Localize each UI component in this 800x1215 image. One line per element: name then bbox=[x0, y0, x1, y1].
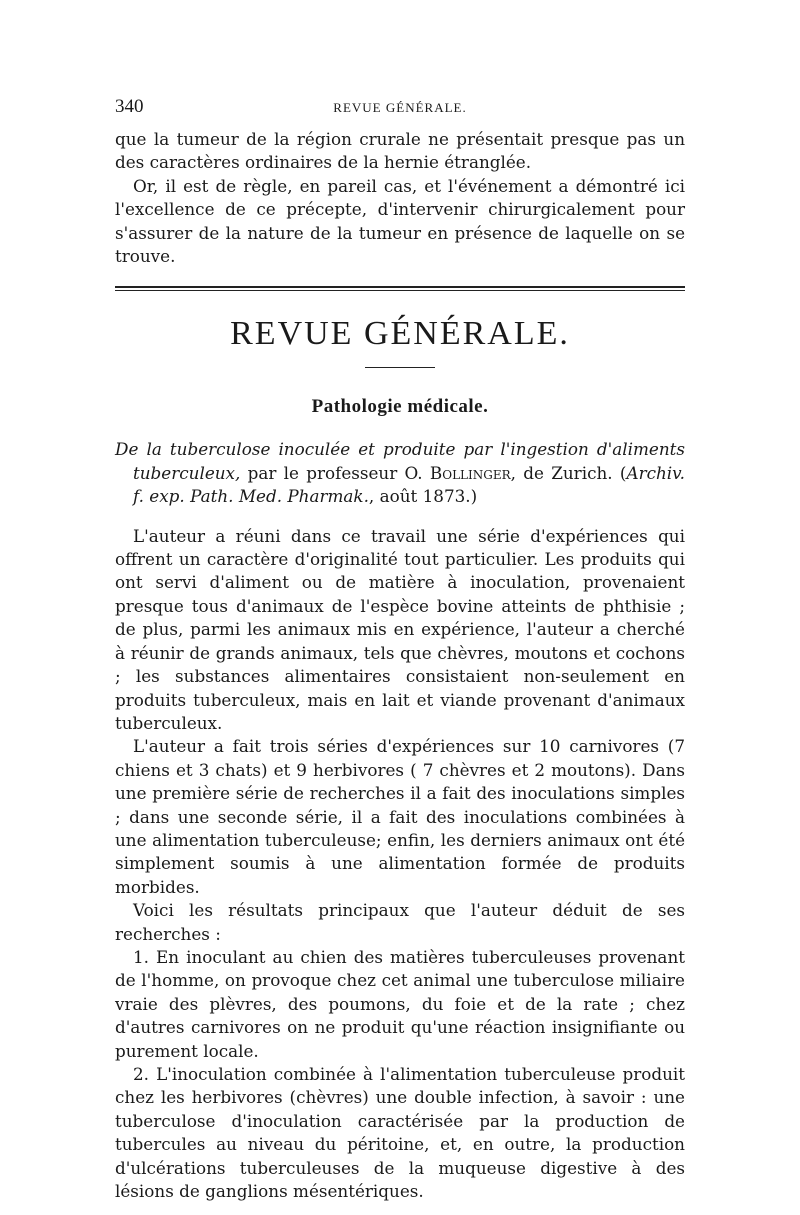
citation-author: Bollinger bbox=[429, 462, 511, 483]
running-head bbox=[115, 96, 685, 120]
body-paragraph: L'auteur a fait trois séries d'expériences sur 10 carnivores (7 chiens et 3 chats) et 9 herbivores ( 7 chèvres et 2 moutons). Dans une première série de recherches il a fait des inoculations simples ; dans une seconde série, il a fait des inoculations combinées à une alimentation tuberculeuse; enfin, les derniers animaux ont été simplement soumis à une alimentation formée de produits morbides. bbox=[115, 736, 685, 897]
page bbox=[115, 96, 685, 1203]
running-title: REVUE GÉNÉRALE. bbox=[333, 100, 467, 115]
citation-journal: Archiv. f. exp. Path. Med. Pharmak. bbox=[133, 462, 685, 507]
citation-by: par le professeur O. bbox=[240, 462, 430, 483]
section-divider bbox=[115, 286, 685, 291]
citation-place: , de Zurich. ( bbox=[510, 462, 627, 483]
intro-paragraph: que la tumeur de la région crurale ne présentait presque pas un des caractères ordinaires de la hernie étranglée. bbox=[115, 129, 685, 173]
intro-paragraph: Or, il est de règle, en pareil cas, et l'événement a démontré ici l'excellence de ce précepte, d'intervenir chirurgicalement pour s'assurer de la nature de la tumeur en présence de laquelle on se trouve. bbox=[115, 175, 685, 267]
citation-date: , août 1873.) bbox=[368, 486, 478, 507]
body-paragraph: Voici les résultats principaux que l'auteur déduit de ses recherches : bbox=[115, 900, 685, 944]
article-body bbox=[115, 525, 685, 1204]
section-subtitle: Pathologie médicale. bbox=[311, 396, 489, 418]
title-underline bbox=[365, 367, 435, 368]
page-number: 340 bbox=[115, 96, 144, 117]
section-title: REVUE GÉNÉRALE. bbox=[230, 315, 570, 353]
body-paragraph: 2. L'inoculation combinée à l'alimentation tuberculeuse produit chez les herbivores (chèvres) une double infection, à savoir : une tuberculose d'inoculation caractérisée par la production de tubercules au niveau du péritoine, et, en outre, la production d'ulcérations tuberculeuses de la muqueuse digestive à des lésions de ganglions mésentériques. bbox=[115, 1064, 685, 1202]
article-citation bbox=[115, 438, 685, 508]
body-paragraph: L'auteur a réuni dans ce travail une série d'expériences qui offrent un caractère d'originalité tout particulier. Les produits qui ont servi d'aliment ou de matière à inoculation, provenaient presque tous d'animaux de l'espèce bovine atteints de phthisie ; de plus, parmi les animaux mis en expérience, l'auteur a cherché à réunir de grands animaux, tels que chèvres, moutons et cochons ; les substances alimentaires consistaient non-seulement en produits tuberculeux, mais en lait et viande provenant d'animaux tuberculeux. bbox=[115, 525, 685, 733]
citation-title: De la tuberculose inoculée et produite par l'ingestion d'aliments tuberculeux, bbox=[115, 439, 685, 483]
body-paragraph: 1. En inoculant au chien des matières tuberculeuses provenant de l'homme, on provoque chez cet animal une tuberculose miliaire vraie des plèvres, des poumons, du foie et de la rate ; chez d'autres carnivores on ne produit qu'une réaction insignifiante ou purement locale. bbox=[115, 946, 685, 1061]
